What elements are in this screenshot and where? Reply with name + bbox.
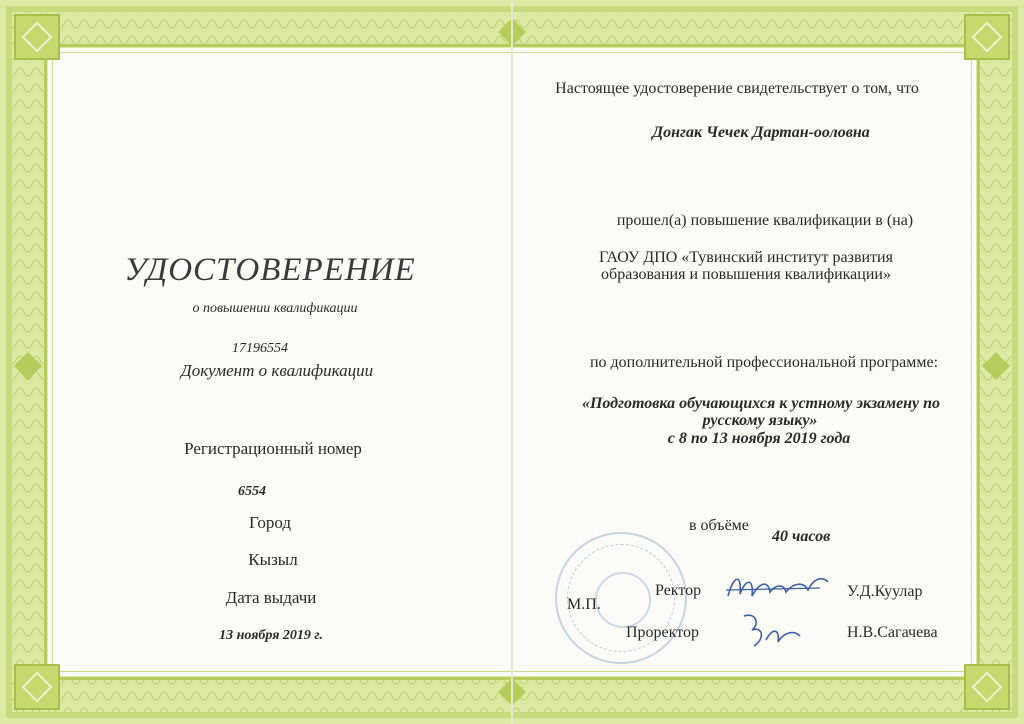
rector-signature-icon [724, 568, 834, 608]
corner-ornament-icon [14, 14, 60, 60]
program-line-1: «Подготовка обучающихся к устному экзамену по [581, 395, 941, 412]
program-dates: с 8 по 13 ноября 2019 года [667, 430, 851, 447]
recipient-name: Донгак Чечек Дартан-ооловна [652, 124, 870, 141]
passed-text: прошел(а) повышение квалификации в (на) [616, 212, 914, 229]
prorector-name: Н.В.Сагачева [847, 624, 938, 641]
document-number: 17196554 [232, 341, 288, 356]
certificate-subtitle: о повышении квалификации [192, 301, 358, 316]
registration-number: 6554 [238, 484, 266, 499]
corner-ornament-icon [964, 664, 1010, 710]
page-fold [511, 0, 513, 724]
volume-label: в объёме [689, 517, 749, 534]
corner-ornament-icon [14, 664, 60, 710]
issue-date-label: Дата выдачи [225, 588, 317, 607]
issue-date: 13 ноября 2019 г. [219, 628, 323, 643]
institution-line-2: образования и повышения квалификации» [601, 266, 891, 283]
program-label: по дополнительной профессиональной программе: [589, 354, 939, 371]
prorector-label: Проректор [626, 624, 699, 641]
registration-label: Регистрационный номер [184, 439, 362, 458]
intro-text: Настоящее удостоверение свидетельствует о том, что [555, 80, 919, 97]
prorector-signature-icon [736, 610, 806, 652]
rector-name: У.Д.Куулар [847, 583, 923, 600]
city-label: Город [249, 513, 291, 532]
city-value: Кызыл [248, 550, 298, 569]
document-type: Документ о квалификации [180, 361, 374, 380]
program-line-2: русскому языку» [702, 412, 818, 429]
certificate-title: УДОСТОВЕРЕНИЕ [124, 252, 416, 288]
volume-value: 40 часов [772, 528, 831, 545]
institution-line-1: ГАОУ ДПО «Тувинский институт развития [599, 249, 893, 266]
stamp-label: М.П. [567, 596, 601, 613]
rector-label: Ректор [655, 582, 702, 599]
corner-ornament-icon [964, 14, 1010, 60]
